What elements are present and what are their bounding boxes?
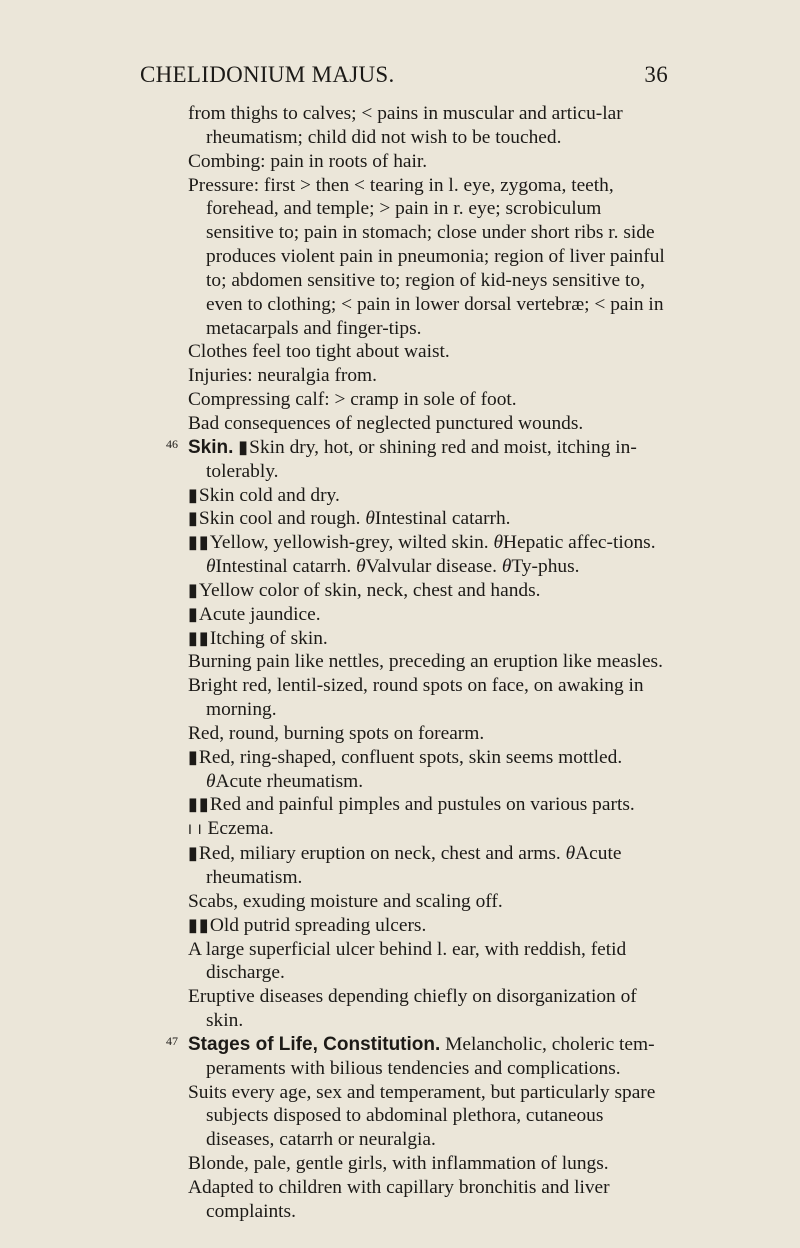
paragraph-text: from thighs to calves; < pains in muscular and articu-lar rheumatism; child did not wish to be touched.: [188, 103, 623, 148]
paragraph-text: Adapted to children with capillary bronchitis and liver complaints.: [188, 1176, 610, 1222]
paragraph: [188, 150, 668, 174]
paragraph: [188, 364, 668, 388]
paragraph-text: Burning pain like nettles, preceding an eruption like measles.: [188, 651, 663, 673]
paragraph-text: Combing: pain in roots of hair.: [188, 150, 428, 172]
paragraph-text: Old putrid spreading ulcers.: [209, 914, 427, 936]
running-head-title: CHELIDONIUM MAJUS.: [140, 62, 395, 87]
paragraph-text: Acute jaundice.: [198, 603, 321, 625]
paragraph-text: Red and painful pimples and pustules on various parts.: [209, 794, 635, 816]
paragraph-text: Eczema.: [207, 818, 274, 840]
section-heading: Skin.: [188, 436, 234, 458]
paragraph: [188, 674, 668, 722]
paragraph-text: Yellow color of skin, neck, chest and hands.: [198, 579, 541, 601]
emphasis-marker: ▮: [188, 508, 199, 529]
paragraph-text: Injuries: neuralgia from.: [188, 365, 377, 387]
paragraph: [188, 746, 668, 794]
emphasis-marker: ▮▮: [188, 794, 210, 815]
section-paragraph: [166, 1033, 668, 1081]
paragraph-text: A large superficial ulcer behind l. ear, with reddish, fetid discharge.: [188, 938, 627, 984]
paragraph-text: Red, ring-shaped, confluent spots, skin seems mottled. θAcute rheumatism.: [198, 746, 623, 792]
paragraph: [188, 817, 668, 842]
paragraph: [188, 174, 668, 341]
paragraph: [188, 890, 668, 914]
paragraph: [188, 531, 668, 579]
paragraph-text: Clothes feel too tight about waist.: [188, 341, 450, 363]
emphasis-marker: ▮▮: [188, 914, 210, 935]
paragraph: [188, 1176, 668, 1224]
section-paragraph: [166, 436, 668, 484]
paragraph-text: Skin cool and rough. θIntestinal catarrh.: [198, 508, 511, 530]
paragraph: [188, 1081, 668, 1153]
emphasis-marker: I I: [188, 821, 203, 838]
paragraph: [188, 507, 668, 531]
paragraph: [188, 579, 668, 603]
paragraph: [188, 722, 668, 746]
paragraph-text: Itching of skin.: [209, 627, 328, 649]
paragraph: [188, 388, 668, 412]
paragraph-text: Bright red, lentil-sized, round spots on face, on awaking in morning.: [188, 675, 644, 721]
paragraph-text: Pressure: first > then < tearing in l. eye, zygoma, teeth, forehead, and temple; > pain in r. eye; scrobiculum sensitive to; pain in stomach; close under short ribs r. side produces violent pain in pneumonia; region of liver painful to; abdomen sensitive to; region of kid-neys sensitive to, even to clothing; < pain in lower dorsal vertebræ; < pain in metacarpals and finger-tips.: [188, 174, 665, 339]
emphasis-marker: ▮: [188, 579, 199, 600]
paragraph: [188, 484, 668, 508]
paragraph-text: Melancholic, choleric tem-peraments with bilious tendencies and complications.: [206, 1033, 655, 1079]
paragraph-text: Compressing calf: > cramp in sole of foot.: [188, 389, 517, 411]
paragraph: [188, 1152, 668, 1176]
paragraph-text: Skin cold and dry.: [198, 484, 340, 506]
paragraph: [188, 914, 668, 938]
paragraph-text: Red, miliary eruption on neck, chest and arms. θAcute rheumatism.: [198, 843, 622, 888]
emphasis-marker: ▮: [188, 746, 199, 767]
running-head: [140, 62, 668, 88]
paragraph-text: Yellow, yellowish-grey, wilted skin. θHepatic affec-tions. θIntestinal catarrh. θValvular disease. θTy-phus.: [206, 532, 656, 578]
paragraph: [188, 650, 668, 674]
paragraph-text: Bad consequences of neglected punctured wounds.: [188, 412, 584, 434]
emphasis-marker: ▮: [188, 843, 199, 864]
paragraph-text: Red, round, burning spots on forearm.: [188, 722, 485, 744]
paragraph-text: Suits every age, sex and temperament, but particularly spare subjects disposed to abdominal plethora, cutaneous diseases, catarrh or neuralgia.: [188, 1081, 656, 1151]
paragraph: [188, 793, 668, 817]
paragraph: [188, 842, 668, 890]
page-number: 36: [644, 62, 668, 87]
emphasis-marker: ▮▮: [188, 627, 210, 648]
emphasis-marker: ▮: [238, 436, 250, 457]
emphasis-marker: ▮: [188, 603, 199, 624]
body-text: [166, 102, 668, 1224]
paragraph-text: Eruptive diseases depending chiefly on disorganization of skin.: [188, 986, 637, 1032]
paragraph: [188, 938, 668, 986]
emphasis-marker: ▮▮: [188, 532, 210, 553]
emphasis-marker: ▮: [188, 484, 199, 505]
paragraph: [188, 340, 668, 364]
paragraph: [188, 627, 668, 651]
paragraph-text: Blonde, pale, gentle girls, with inflammation of lungs.: [188, 1153, 609, 1175]
paragraph: [188, 102, 668, 150]
paragraph: [188, 603, 668, 627]
section-heading: Stages of Life, Constitution.: [188, 1033, 441, 1055]
paragraph: [188, 985, 668, 1033]
section-number: 47: [166, 1033, 178, 1048]
paragraph-text: Skin dry, hot, or shining red and moist, itching in-tolerably.: [206, 436, 637, 482]
section-number: 46: [166, 436, 178, 451]
paragraph: [188, 412, 668, 436]
paragraph-text: Scabs, exuding moisture and scaling off.: [188, 890, 503, 912]
